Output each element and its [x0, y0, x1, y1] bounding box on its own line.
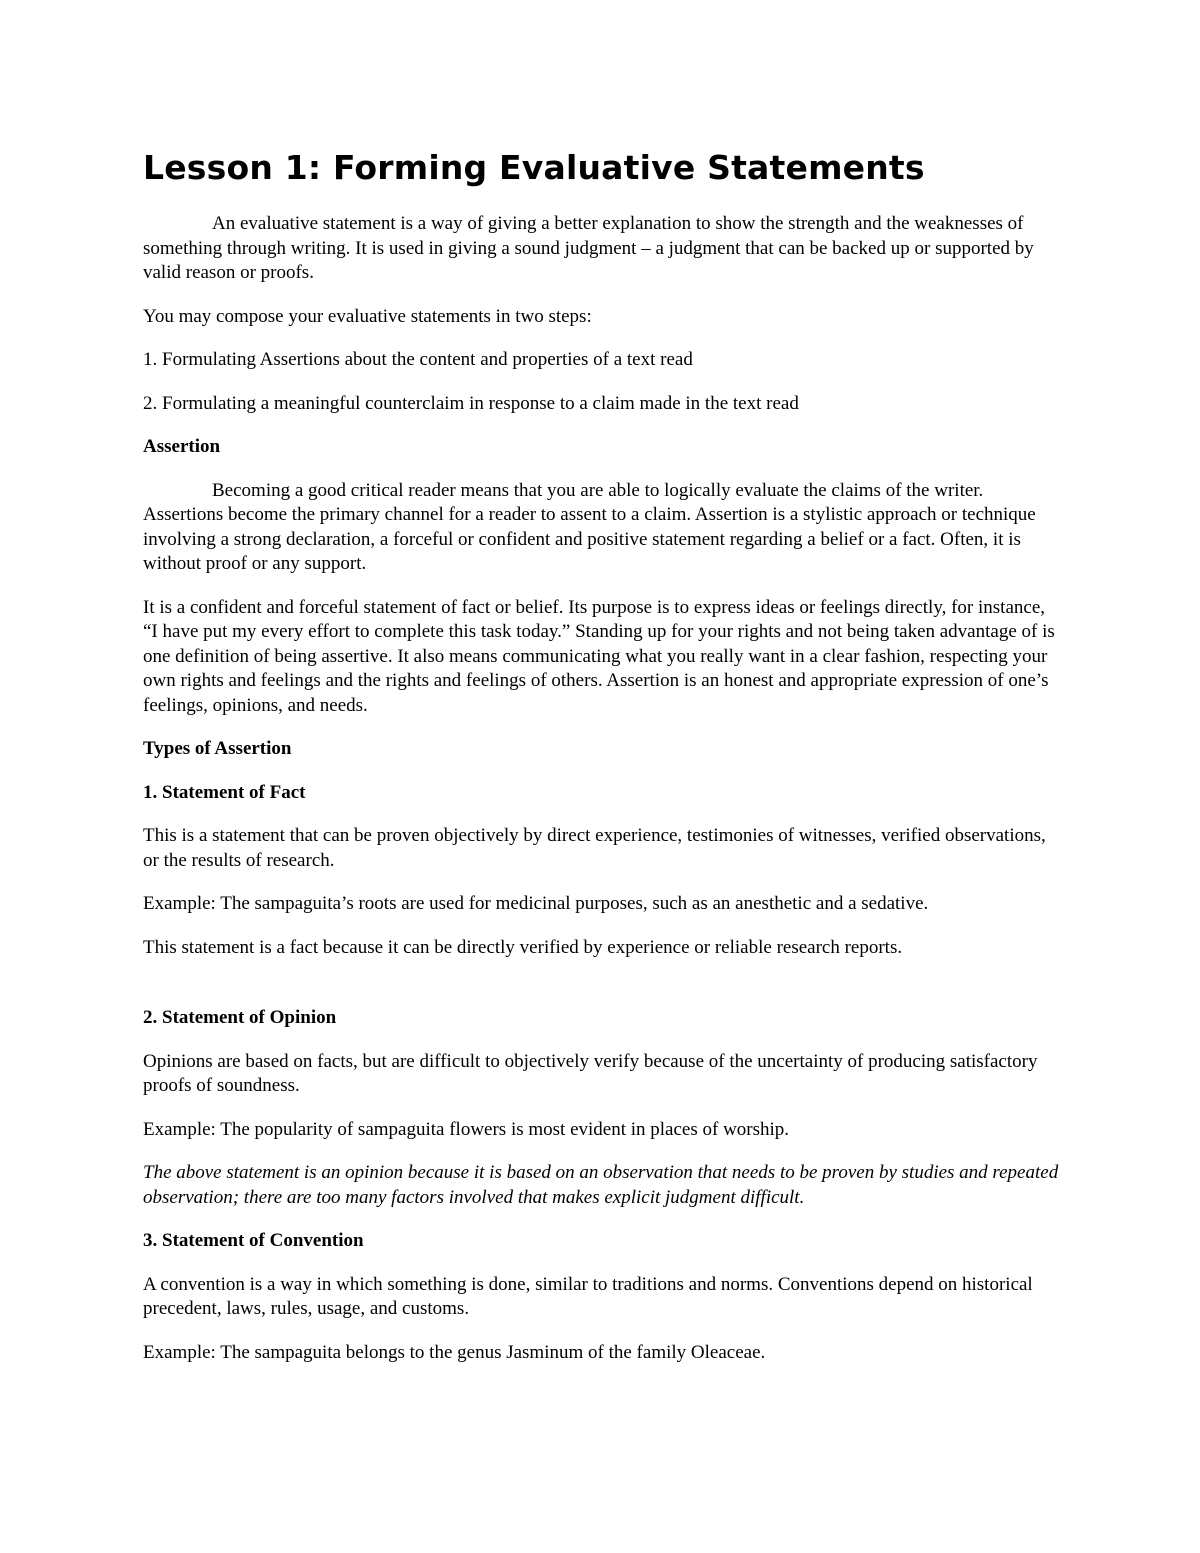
convention-heading: 3. Statement of Convention [143, 1230, 364, 1251]
fact-heading: 1. Statement of Fact [143, 781, 306, 803]
document-title: Lesson 1: Forming Evaluative Statements [143, 148, 925, 187]
steps-intro: You may compose your evaluative statements in two steps: [143, 305, 592, 327]
assertion-paragraph-2: It is a confident and forceful statement of fact or belief. Its purpose is to express ideas or feelings directly, for instance, “I have put my every effort to complete this task today.” Standing up for your rights and not being taken advantage of is one definition of being assertive. It also means communicating what you really want in a clear fashion, respecting your own rights and feelings and the rights and feelings of others. Assertion is an honest and appropriate expression of one’s feelings, opinions, and needs. [143, 596, 1055, 716]
assertion-heading: Assertion [143, 436, 221, 457]
fact-explanation: This statement is a fact because it can be directly verified by experience or reliable research reports. [143, 936, 903, 958]
step-item-1: 1. Formulating Assertions about the content and properties of a text read [143, 349, 693, 370]
step-item-2: 2. Formulating a meaningful counterclaim in response to a claim made in the text read [143, 392, 799, 414]
opinion-heading: 2. Statement of Opinion [143, 1007, 337, 1028]
types-heading: Types of Assertion [143, 738, 292, 759]
fact-example: Example: The sampaguita’s roots are used for medicinal purposes, such as an anesthetic and a sedative. [143, 893, 929, 914]
opinion-definition: Opinions are based on facts, but are difficult to objectively verify because of the uncertainty of producing satisfactory proofs of soundness. [143, 1050, 1038, 1096]
opinion-explanation: The above statement is an opinion because it is based on an observation that needs to be proven by studies and repeated observation; there are too many factors involved that makes explicit judgment difficult. [143, 1162, 1059, 1208]
opinion-example: Example: The popularity of sampaguita flowers is most evident in places of worship. [143, 1118, 790, 1140]
convention-definition: A convention is a way in which something is done, similar to traditions and norms. Conventions depend on historical precedent, laws, rules, usage, and customs. [143, 1273, 1033, 1319]
fact-definition: This is a statement that can be proven objectively by direct experience, testimonies of witnesses, verified observations, or the results of research. [143, 825, 1046, 871]
convention-example: Example: The sampaguita belongs to the genus Jasminum of the family Oleaceae. [143, 1341, 766, 1363]
document-body [143, 146, 1063, 1384]
intro-paragraph: An evaluative statement is a way of giving a better explanation to show the strength and the weaknesses of something through writing. It is used in giving a sound judgment – a judgment that can be backed up or supported by valid reason or proofs. [143, 213, 1034, 283]
assertion-paragraph-1: Becoming a good critical reader means that you are able to logically evaluate the claims of the writer. Assertions become the primary channel for a reader to assent to a claim. Assertion is a stylistic approach or technique involving a strong declaration, a forceful or confident and positive statement regarding a belief or a fact. Often, it is without proof or any support. [143, 479, 1036, 574]
